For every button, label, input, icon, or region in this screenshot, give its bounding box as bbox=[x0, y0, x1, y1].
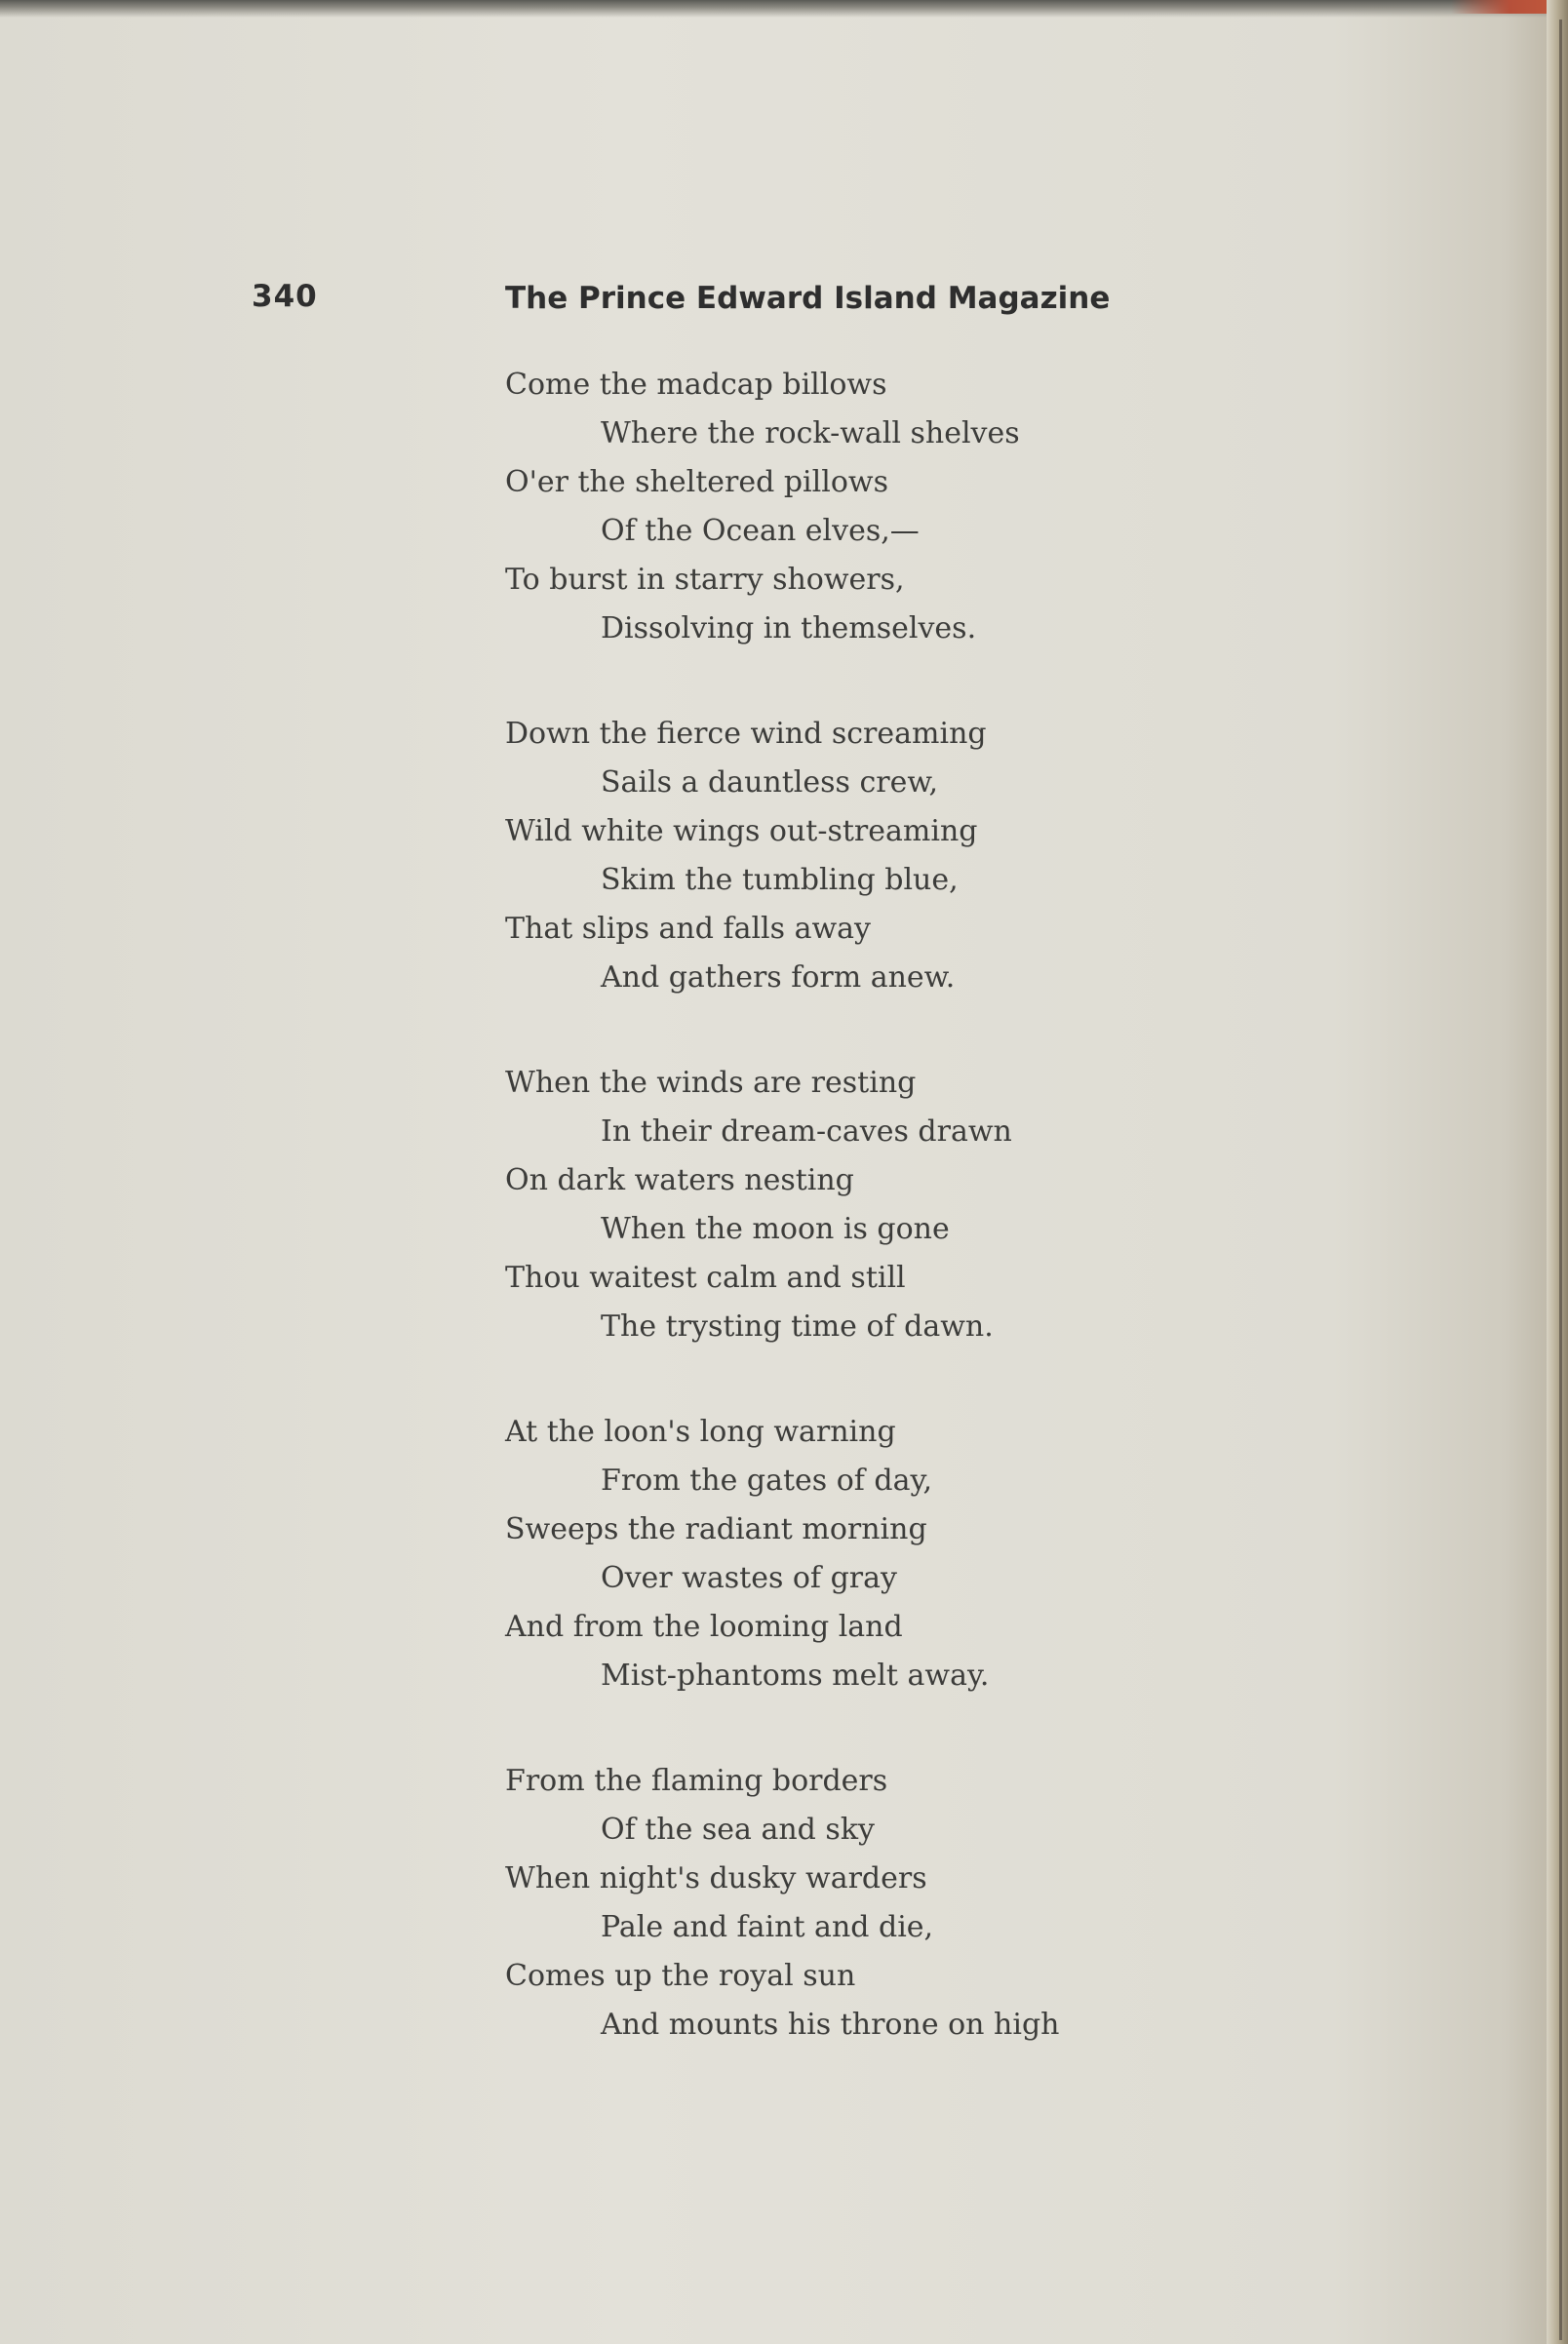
stanza-2 bbox=[505, 710, 1188, 1002]
poem-line: From the gates of day, bbox=[601, 1464, 932, 1498]
poem-line: Of the Ocean elves,— bbox=[601, 514, 920, 548]
poem-line: When the moon is gone bbox=[601, 1212, 950, 1246]
poem-line: And mounts his throne on high bbox=[601, 2008, 1060, 2042]
poem-line: O'er the sheltered pillows bbox=[505, 465, 888, 499]
poem-line: In their dream-caves drawn bbox=[601, 1114, 1012, 1149]
stanza-3 bbox=[505, 1059, 1188, 1351]
poem-body bbox=[505, 361, 1188, 2106]
poem-line: Pale and faint and die, bbox=[601, 1910, 934, 1944]
poem-line: Thou waitest calm and still bbox=[505, 1261, 906, 1295]
binding-line bbox=[1559, 20, 1562, 2340]
poem-line: And from the looming land bbox=[505, 1610, 903, 1644]
poem-line: Over wastes of gray bbox=[601, 1561, 897, 1595]
poem-line: Mist-phantoms melt away. bbox=[601, 1659, 990, 1693]
poem-line: At the loon's long warning bbox=[505, 1415, 896, 1449]
poem-line: That slips and falls away bbox=[505, 912, 871, 946]
poem-line: Dissolving in themselves. bbox=[601, 611, 977, 645]
running-title: The Prince Edward Island Magazine bbox=[505, 281, 1111, 316]
poem-line: When the winds are resting bbox=[505, 1066, 917, 1100]
poem-line: From the flaming borders bbox=[505, 1764, 888, 1798]
page-number: 340 bbox=[252, 279, 318, 314]
poem-line: The trysting time of dawn. bbox=[601, 1309, 994, 1344]
poem-line: Where the rock-wall shelves bbox=[601, 416, 1020, 450]
poem-line: Come the madcap billows bbox=[505, 368, 887, 402]
poem-line: When night's dusky warders bbox=[505, 1861, 927, 1895]
stanza-5 bbox=[505, 1757, 1188, 2050]
stanza-1 bbox=[505, 361, 1188, 653]
poem-line: And gathers form anew. bbox=[601, 960, 956, 995]
book-spine-edge bbox=[1547, 0, 1568, 2344]
poem-line: Down the fierce wind screaming bbox=[505, 717, 987, 751]
poem-line: Sweeps the radiant morning bbox=[505, 1512, 927, 1546]
poem-line: Of the sea and sky bbox=[601, 1813, 875, 1847]
poem-line: Skim the tumbling blue, bbox=[601, 863, 959, 897]
poem-line: Comes up the royal sun bbox=[505, 1959, 856, 1993]
stanza-4 bbox=[505, 1408, 1188, 1700]
poem-line: Wild white wings out-streaming bbox=[505, 814, 978, 848]
poem-line: To burst in starry showers, bbox=[505, 563, 905, 597]
page-top-shadow bbox=[0, 0, 1568, 18]
poem-line: Sails a dauntless crew, bbox=[601, 765, 938, 800]
poem-line: On dark waters nesting bbox=[505, 1163, 854, 1197]
